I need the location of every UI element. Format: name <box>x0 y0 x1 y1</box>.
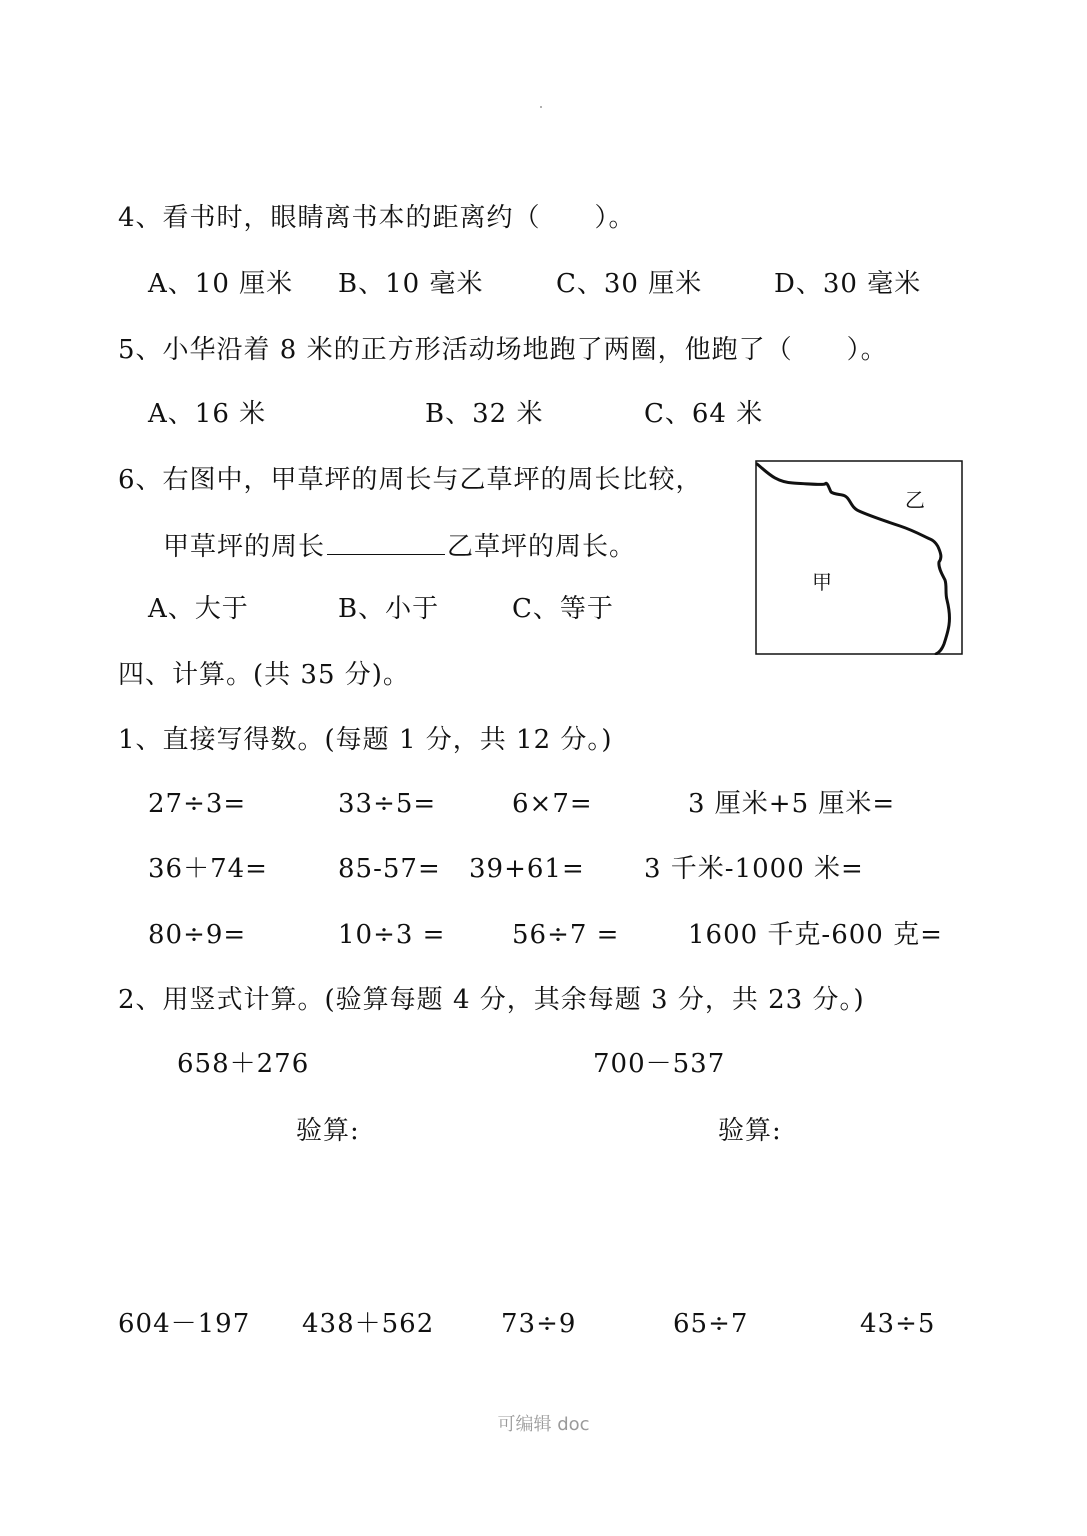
page-mark <box>540 106 542 108</box>
q6-option-c: C、等于 <box>512 594 614 624</box>
label-yi: 乙 <box>905 488 925 512</box>
section4-title: 四、计算。(共 35 分)。 <box>118 660 410 690</box>
lawn-diagram <box>755 460 963 655</box>
calc-r3-c1: 80÷9= <box>148 920 247 950</box>
q5-option-b: B、32 米 <box>425 399 544 429</box>
q4-option-d: D、30 毫米 <box>774 269 922 299</box>
part2-title: 2、用竖式计算。(验算每题 4 分，其余每题 3 分，共 23 分。) <box>118 985 865 1015</box>
vertical-calc-2: 700－537 <box>593 1049 726 1079</box>
answer-blank[interactable] <box>327 532 445 555</box>
q5-option-c: C、64 米 <box>644 399 764 429</box>
q4-option-b: B、10 毫米 <box>338 269 484 299</box>
calc-r1-c2: 33÷5= <box>338 789 437 819</box>
calc-r1-c3: 6×7= <box>512 789 593 819</box>
q5-stem: 5、小华沿着 8 米的正方形活动场地跑了两圈，他跑了（ ）。 <box>118 335 888 365</box>
vertical-calc-6: 65÷7 <box>673 1309 749 1339</box>
q4-stem: 4、看书时，眼睛离书本的距离约（ ）。 <box>118 203 636 233</box>
q6-stem: 6、右图中，甲草坪的周长与乙草坪的周长比较， <box>118 465 703 495</box>
vertical-calc-5: 73÷9 <box>501 1309 577 1339</box>
calc-r3-c2: 10÷3 = <box>338 920 446 950</box>
footer-label: 可编辑 doc <box>497 1414 590 1435</box>
calc-r2-c3: 39+61= <box>469 854 585 884</box>
q4-option-c: C、30 厘米 <box>556 269 703 299</box>
vertical-calc-3: 604－197 <box>118 1309 251 1339</box>
check-label-2: 验算: <box>718 1116 782 1146</box>
q6-fill-line <box>163 532 636 560</box>
part1-title: 1、直接写得数。(每题 1 分，共 12 分。) <box>118 725 613 755</box>
q6-option-b: B、小于 <box>338 594 440 624</box>
q6-option-a: A、大于 <box>148 594 249 624</box>
q6-fill-suffix: 乙草坪的周长。 <box>447 532 637 562</box>
check-label-1: 验算: <box>296 1116 360 1146</box>
calc-r3-c4: 1600 千克-600 克= <box>688 920 943 950</box>
vertical-calc-4: 438＋562 <box>302 1309 435 1339</box>
vertical-calc-7: 43÷5 <box>860 1309 936 1339</box>
lawn-figure <box>755 460 963 655</box>
q6-fill-prefix: 甲草坪的周长 <box>163 532 326 562</box>
label-jia: 甲 <box>812 570 832 594</box>
q4-option-a: A、10 厘米 <box>148 269 294 299</box>
calc-r1-c4: 3 厘米+5 厘米= <box>688 789 896 819</box>
calc-r2-c2: 85-57= <box>338 854 441 884</box>
calc-r1-c1: 27÷3= <box>148 789 247 819</box>
calc-r2-c1: 36＋74= <box>148 854 268 884</box>
q5-option-a: A、16 米 <box>148 399 267 429</box>
figure-border <box>756 461 962 654</box>
vertical-calc-1: 658＋276 <box>177 1049 310 1079</box>
calc-r2-c4: 3 千米-1000 米= <box>644 854 864 884</box>
calc-r3-c3: 56÷7 = <box>512 920 620 950</box>
